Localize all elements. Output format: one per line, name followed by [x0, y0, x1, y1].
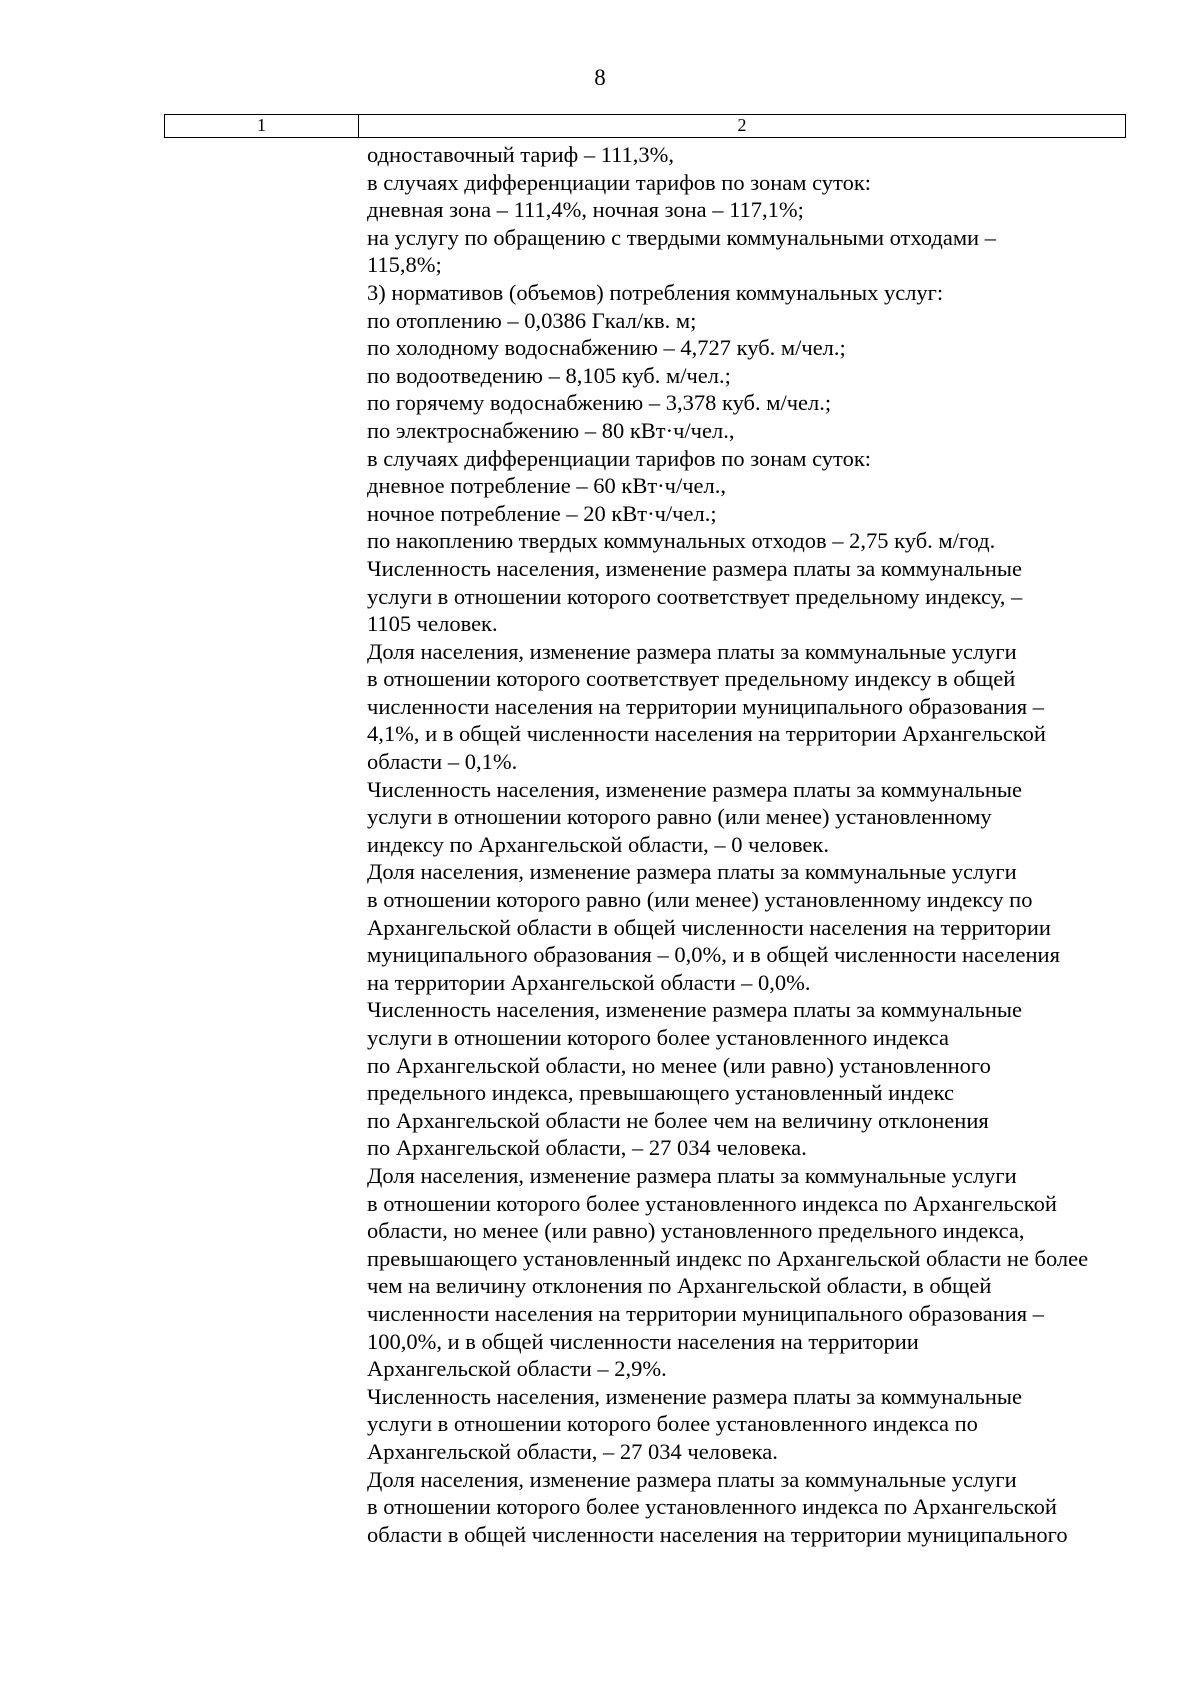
text-line: Доля населения, изменение размера платы за коммунальные услуги — [367, 638, 1017, 664]
text-line: Доля населения, изменение размера платы за коммунальные услуги — [367, 1162, 1017, 1188]
text-line: численности населения на территории муниципального образования – — [367, 1300, 1044, 1326]
text-line: в случаях дифференциации тарифов по зонам суток: — [367, 445, 872, 471]
text-line: численности населения на территории муниципального образования – — [367, 693, 1044, 719]
text-line: одноставочный тариф – 111,3%, — [367, 142, 675, 167]
document-body — [367, 141, 1127, 1548]
text-line: области – 0,1%. — [367, 749, 518, 775]
text-line: услуги в отношении которого соответствует предельному индексу, – — [367, 583, 1023, 609]
text-line: Архангельской области, – 27 034 человека. — [367, 1438, 778, 1464]
text-line: по отоплению – 0,0386 Гкал/кв. м; — [367, 307, 697, 333]
text-line: в отношении которого более установленного индекса по Архангельской — [367, 1190, 1057, 1216]
text-line: муниципального образования – 0,0%, и в общей численности населения — [367, 942, 1060, 968]
column-header-table — [164, 114, 1126, 138]
text-line: по электроснабжению – 80 кВт·ч/чел., — [367, 417, 735, 443]
text-line: по Архангельской области, но менее (или равно) установленного — [367, 1052, 991, 1078]
text-line: услуги в отношении которого более установленного индекса по — [367, 1411, 978, 1437]
text-line: 3) нормативов (объемов) потребления коммунальных услуг: — [367, 279, 944, 305]
text-line: области в общей численности населения на территории муниципального — [367, 1521, 1068, 1547]
text-line: на услугу по обращению с твердыми коммунальными отходами – — [367, 224, 996, 250]
text-line: дневное потребление – 60 кВт·ч/чел., — [367, 473, 727, 499]
column-header-1: 1 — [165, 115, 359, 137]
text-line: на территории Архангельской области – 0,0%. — [367, 969, 811, 995]
text-line: по холодному водоснабжению – 4,727 куб. м/чел.; — [367, 335, 846, 361]
text-line: 4,1%, и в общей численности населения на территории Архангельской — [367, 721, 1046, 747]
text-line: по Архангельской области не более чем на величину отклонения — [367, 1107, 989, 1133]
text-line: 100,0%, и в общей численности населения на территории — [367, 1328, 919, 1354]
text-line: Численность населения, изменение размера платы за коммунальные — [367, 997, 1023, 1023]
text-line: по горячему водоснабжению – 3,378 куб. м/чел.; — [367, 390, 832, 416]
text-line: в отношении которого равно (или менее) установленному индексу по — [367, 887, 1033, 913]
column-header-2: 2 — [737, 115, 747, 135]
text-line: по накоплению твердых коммунальных отходов – 2,75 куб. м/год. — [367, 528, 996, 554]
text-line: 1105 человек. — [367, 611, 498, 637]
text-line: Архангельской области в общей численности населения на территории — [367, 914, 1051, 940]
text-line: чем на величину отклонения по Архангельской области, в общей — [367, 1273, 992, 1299]
text-line: в отношении которого более установленного индекса по Архангельской — [367, 1494, 1057, 1520]
text-line: превышающего установленный индекс по Архангельской области не более — [367, 1245, 1089, 1271]
text-line: Численность населения, изменение размера платы за коммунальные — [367, 555, 1023, 581]
text-line: Доля населения, изменение размера платы за коммунальные услуги — [367, 1466, 1017, 1492]
text-line: в отношении которого соответствует предельному индексу в общей — [367, 666, 1016, 692]
text-line: услуги в отношении которого равно (или менее) установленному — [367, 804, 992, 830]
text-line: ночное потребление – 20 кВт·ч/чел.; — [367, 500, 717, 526]
text-line: индексу по Архангельской области, – 0 человек. — [367, 831, 829, 857]
text-line: Численность населения, изменение размера платы за коммунальные — [367, 776, 1023, 802]
text-line: Архангельской области – 2,9%. — [367, 1356, 667, 1382]
text-line: Численность населения, изменение размера платы за коммунальные — [367, 1383, 1023, 1409]
text-line: 115,8%; — [367, 252, 442, 278]
text-line: предельного индекса, превышающего установленный индекс — [367, 1080, 955, 1106]
text-line: по Архангельской области, – 27 034 человека. — [367, 1135, 807, 1161]
text-line: по водоотведению – 8,105 куб. м/чел.; — [367, 362, 731, 388]
text-line: в случаях дифференциации тарифов по зонам суток: — [367, 169, 872, 195]
page-number: 8 — [594, 65, 606, 90]
text-line: Доля населения, изменение размера платы за коммунальные услуги — [367, 859, 1017, 885]
text-line: дневная зона – 111,4%, ночная зона – 117,1%; — [367, 197, 804, 223]
text-line: области, но менее (или равно) установленного предельного индекса, — [367, 1218, 1025, 1244]
text-line: услуги в отношении которого более установленного индекса — [367, 1025, 949, 1050]
